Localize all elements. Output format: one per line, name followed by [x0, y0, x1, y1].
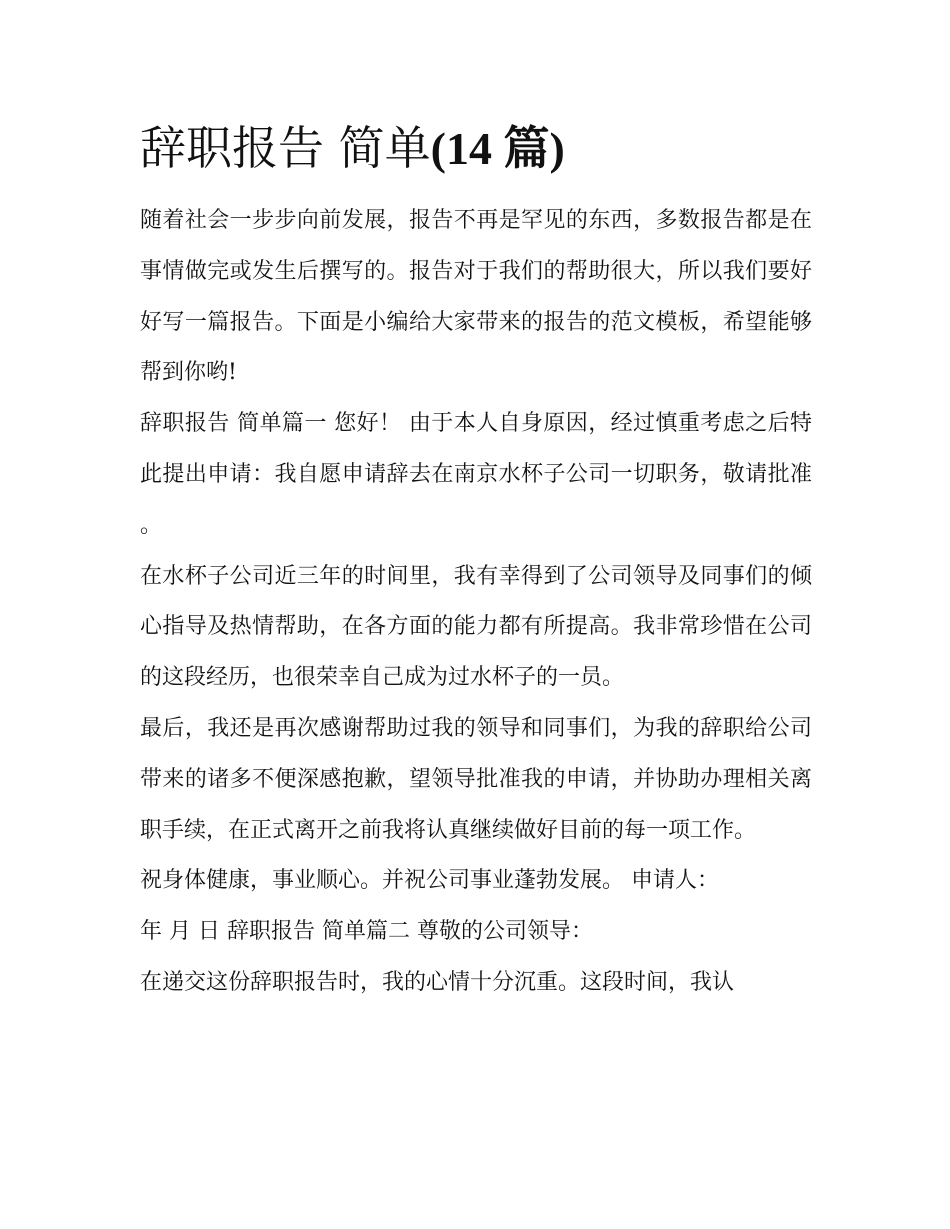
title-main-text: 辞职报告 简单	[140, 121, 431, 175]
title-count-text: (14 篇)	[430, 123, 565, 174]
paragraph-intro: 随着社会一步步向前发展，报告不再是罕见的东西，多数报告都是在事情做完或发生后撰写的。报告对于我们的帮助很大，所以我们要好好写一篇报告。下面是小编给大家带来的报告的范文模板，希望能够帮到你哟!	[140, 208, 812, 386]
paragraph-letter-two-start: 在递交这份辞职报告时，我的心情十分沉重。这段时间，我认	[140, 969, 735, 995]
document-title	[140, 116, 565, 181]
document-body	[140, 196, 812, 1009]
paragraph-date-letter-two-heading: 年 月 日 辞职报告 简单篇二 尊敬的公司领导：	[140, 919, 593, 945]
paragraph-letter-one-opening: 辞职报告 简单篇一 您好！ 由于本人自身原因，经过慎重考虑之后特此提出申请：我自愿申请辞去在南京水杯子公司一切职务，敬请批准。	[140, 411, 812, 538]
paragraph-closing-thanks: 最后，我还是再次感谢帮助过我的领导和同事们，为我的辞职给公司带来的诸多不便深感抱歉，望领导批准我的申请，并协助办理相关离职手续，在正式离开之前我将认真继续做好目前的每一项工作。	[140, 715, 812, 843]
paragraph-gratitude: 在水杯子公司近三年的时间里，我有幸得到了公司领导及同事们的倾心指导及热情帮助，在各方面的能力都有所提高。我非常珍惜在公司的这段经历，也很荣幸自己成为过水杯子的一员。	[140, 563, 812, 691]
paragraph-wishes: 祝身体健康，事业顺心。并祝公司事业蓬勃发展。 申请人：	[140, 868, 719, 894]
